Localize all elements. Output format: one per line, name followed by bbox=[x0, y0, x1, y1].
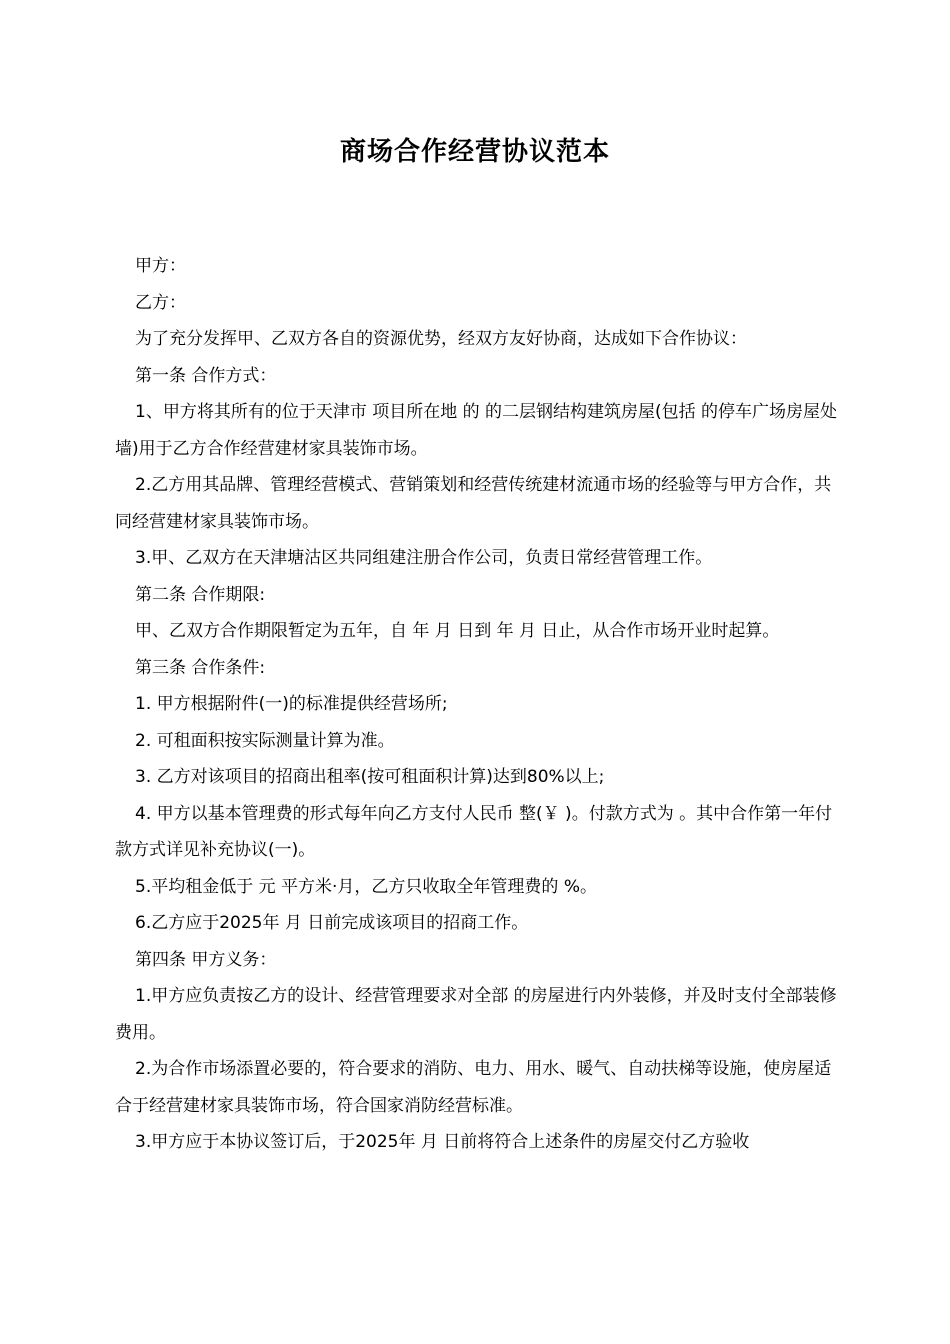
article-1-clause-2: 2.乙方用其品牌、管理经营模式、营销策划和经营传统建材流通市场的经验等与甲方合作，共同经营建材家具装饰市场。 bbox=[115, 475, 832, 532]
article-4-clause-2: 2.为合作市场添置必要的，符合要求的消防、电力、用水、暖气、自动扶梯等设施，使房屋适合于经营建材家具装饰市场，符合国家消防经营标准。 bbox=[115, 1059, 832, 1116]
article-3-clause-2: 2. 可租面积按实际测量计算为准。 bbox=[135, 730, 395, 751]
article-3-heading: 第三条 合作条件: bbox=[135, 657, 266, 678]
document-body bbox=[115, 248, 840, 1161]
article-3-clause-5: 5.平均租金低于 元 平方米·月，乙方只收取全年管理费的 %。 bbox=[135, 876, 597, 897]
party-b-line: 乙方： bbox=[135, 292, 186, 313]
preamble-paragraph: 为了充分发挥甲、乙双方各自的资源优势，经双方友好协商，达成如下合作协议： bbox=[135, 329, 747, 349]
article-3-clause-3: 3. 乙方对该项目的招商出租率(按可租面积计算)达到80%以上; bbox=[135, 767, 605, 787]
article-1-heading: 第一条 合作方式： bbox=[135, 365, 277, 386]
article-3-clause-4: 4. 甲方以基本管理费的形式每年向乙方支付人民币 整(￥ )。付款方式为 。其中合作第一年付款方式详见补充协议(一)。 bbox=[115, 803, 833, 860]
article-2-body: 甲、乙双方合作期限暂定为五年，自 年 月 日到 年 月 日止，从合作市场开业时起算。 bbox=[135, 621, 780, 641]
party-a-line: 甲方： bbox=[135, 256, 186, 276]
article-1-clause-3: 3.甲、乙双方在天津塘沽区共同组建注册合作公司，负责日常经营管理工作。 bbox=[135, 548, 713, 568]
article-3-clause-1: 1. 甲方根据附件(一)的标准提供经营场所; bbox=[135, 694, 448, 714]
article-2-heading: 第二条 合作期限: bbox=[135, 584, 266, 605]
document-title: 商场合作经营协议范本 bbox=[339, 137, 610, 167]
article-4-clause-1: 1.甲方应负责按乙方的设计、经营管理要求对全部 的房屋进行内外装修，并及时支付全部装修费用。 bbox=[115, 986, 837, 1043]
article-4-heading: 第四条 甲方义务： bbox=[135, 949, 277, 970]
article-4-clause-3: 3.甲方应于本协议签订后，于2025年 月 日前将符合上述条件的房屋交付乙方验收 bbox=[135, 1132, 750, 1152]
article-3-clause-6: 6.乙方应于2025年 月 日前完成该项目的招商工作。 bbox=[135, 913, 529, 933]
article-1-clause-1: 1、甲方将其所有的位于天津市 项目所在地 的 的二层钢结构建筑房屋(包括 的停车广场房屋处墙)用于乙方合作经营建材家具装饰市场。 bbox=[115, 402, 838, 459]
